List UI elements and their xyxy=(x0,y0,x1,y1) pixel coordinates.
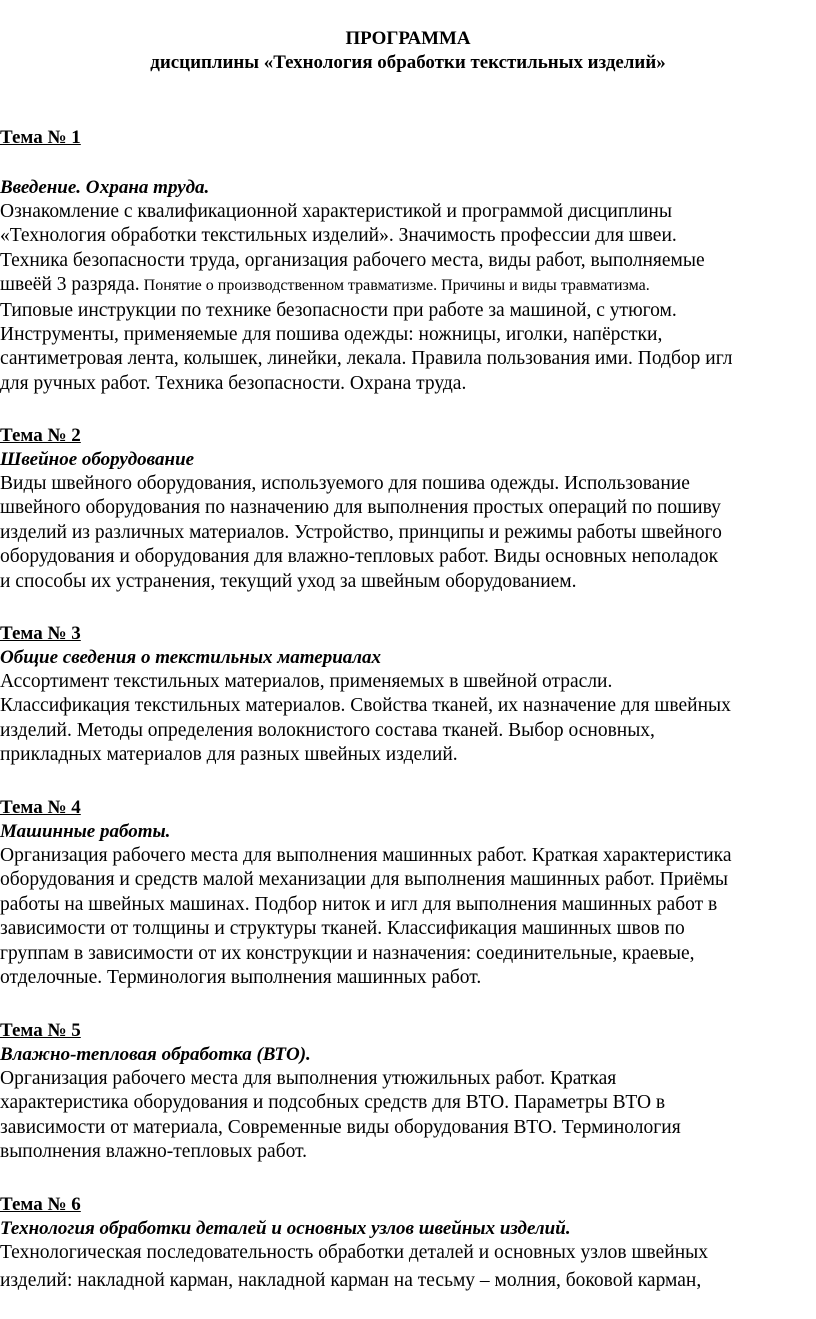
topic-number: Тема № 4 xyxy=(0,797,81,818)
topic-text-line xyxy=(0,273,816,298)
topic-text-fragment: швеёй 3 разряда. xyxy=(0,274,140,296)
topic-text-line: Организация рабочего места для выполнения машинных работ. Краткая характеристика xyxy=(0,845,732,866)
topic-heading: Швейное оборудование xyxy=(0,449,195,470)
topic-number: Тема № 6 xyxy=(0,1194,81,1215)
topic-text-line: Техника безопасности труда, организация рабочего места, виды работ, выполняемые xyxy=(0,249,705,271)
topic-text-line: оборудования и оборудования для влажно-тепловых работ. Виды основных неполадок xyxy=(0,546,719,568)
topic-text-line: сантиметровая лента, колышек, линейки, лекала. Правила пользования ими. Подбор игл xyxy=(0,348,733,370)
topic-small-note: Понятие о производственном травматизме. Причины и виды травматизма. xyxy=(139,277,650,295)
topic-number: Тема № 2 xyxy=(0,425,81,446)
topic-text-line: Инструменты, применяемые для пошива одежды: ножницы, иголки, напёрстки, xyxy=(0,324,663,346)
topic-text-line: Ассортимент текстильных материалов, применяемых в швейной отрасли. xyxy=(0,671,613,692)
topic-text-line: отделочные. Терминология выполнения машинных работ. xyxy=(0,967,482,989)
topic-text-line: изделий. Методы определения волокнистого состава тканей. Выбор основных, xyxy=(0,719,655,741)
topic-2 xyxy=(0,424,816,594)
topic-text-line: для ручных работ. Техника безопасности. Охрана труда. xyxy=(0,372,467,394)
topic-5 xyxy=(0,1019,816,1165)
topic-text-line: характеристика оборудования и подсобных средств для ВТО. Параметры ВТО в xyxy=(0,1092,666,1114)
topic-text-line: группам в зависимости от их конструкции и назначения: соединительные, краевые, xyxy=(0,942,695,964)
topic-heading: Введение. Охрана труда. xyxy=(0,177,210,198)
topic-4 xyxy=(0,796,816,990)
topic-number: Тема № 5 xyxy=(0,1020,81,1041)
topic-text-line: Типовые инструкции по технике безопасности при работе за машиной, с утюгом. xyxy=(0,299,677,321)
topic-text-line: и способы их устранения, текущий уход за швейным оборудованием. xyxy=(0,570,577,592)
topic-text-line: выполнения влажно-тепловых работ. xyxy=(0,1141,308,1163)
topic-text-line: швейного оборудования по назначению для выполнения простых операций по пошиву xyxy=(0,497,721,519)
topic-heading: Общие сведения о текстильных материалах xyxy=(0,647,382,668)
topic-heading: Технология обработки деталей и основных узлов швейных изделий. xyxy=(0,1218,571,1239)
topic-text-line: Виды швейного оборудования, используемого для пошива одежды. Использование xyxy=(0,473,690,494)
topic-text-line: прикладных материалов для разных швейных изделий. xyxy=(0,744,458,766)
document-title: ПРОГРАММА xyxy=(345,28,471,49)
topic-text-line: «Технология обработки текстильных изделий». Значимость профессии для швеи. xyxy=(0,225,677,247)
topic-heading: Машинные работы. xyxy=(0,821,171,842)
document-subtitle: дисциплины «Технология обработки текстильных изделий» xyxy=(150,52,666,73)
topic-number: Тема № 1 xyxy=(0,127,81,148)
topic-text-line: зависимости от материала, Современные виды оборудования ВТО. Терминология xyxy=(0,1116,681,1138)
topic-text-line: оборудования и средств малой механизации для выполнения машинных работ. Приёмы xyxy=(0,869,729,891)
topic-text-line: Классификация текстильных материалов. Свойства тканей, их назначение для швейных xyxy=(0,695,731,717)
topic-1 xyxy=(0,126,816,396)
topic-6 xyxy=(0,1193,816,1294)
topic-text-line: Технологическая последовательность обработки деталей и основных узлов швейных xyxy=(0,1242,708,1263)
topic-text-line: изделий из различных материалов. Устройство, принципы и режимы работы швейного xyxy=(0,521,722,543)
topic-text-line: изделий: накладной карман, накладной карман на тесьму – молния, боковой карман, xyxy=(0,1270,702,1292)
topic-3 xyxy=(0,622,816,768)
topic-text-line: работы на швейных машинах. Подбор ниток и игл для выполнения машинных работ в xyxy=(0,893,718,915)
topic-text-line: Организация рабочего места для выполнения утюжильных работ. Краткая xyxy=(0,1068,617,1089)
topic-text-line: зависимости от толщины и структуры тканей. Классификация машинных швов по xyxy=(0,918,685,940)
topic-number: Тема № 3 xyxy=(0,623,81,644)
topic-text-line: Ознакомление с квалификационной характеристикой и программой дисциплины xyxy=(0,201,672,222)
topic-heading: Влажно-тепловая обработка (ВТО). xyxy=(0,1044,311,1065)
